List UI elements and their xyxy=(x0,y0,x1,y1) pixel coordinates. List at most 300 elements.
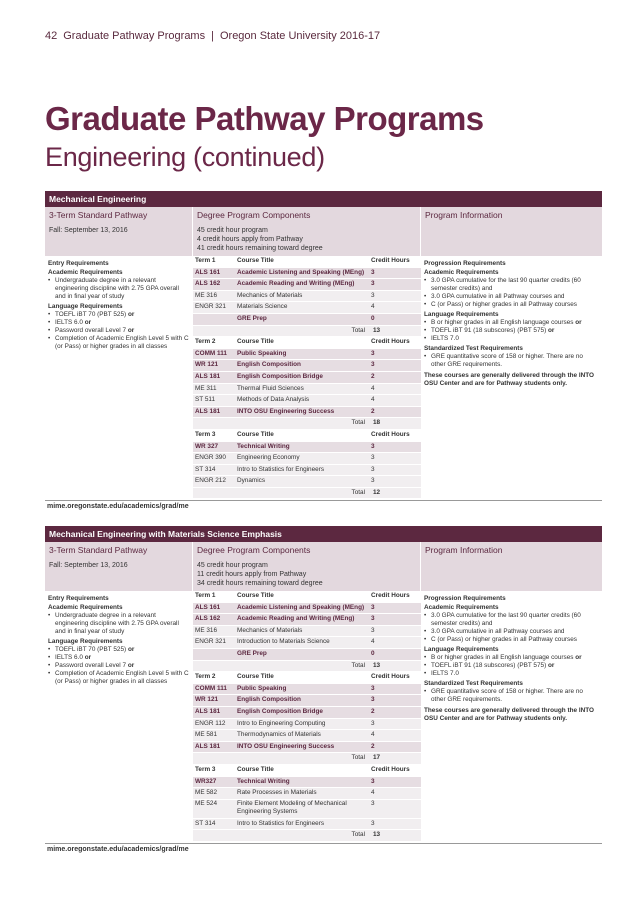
course-row xyxy=(193,360,421,372)
bullet-text: C (or Pass) or higher grades in all Pathway courses xyxy=(431,636,577,643)
bullet-icon: • xyxy=(424,628,427,635)
bullet-text-wrap xyxy=(55,646,134,654)
bullet-icon: • xyxy=(424,670,427,677)
bullet-item xyxy=(424,628,599,636)
bullet-text: IELTS 6.0 xyxy=(55,319,85,326)
pathway-column xyxy=(45,207,193,256)
page-number: 42 xyxy=(45,30,58,42)
bullet-icon: • xyxy=(48,670,51,677)
bullet-item xyxy=(424,335,599,343)
term-label: Term 1 xyxy=(195,257,216,264)
bullet-text: GRE quantitative score of 158 or higher. There are no other GRE requirements. xyxy=(431,353,583,368)
course-credits: 2 xyxy=(371,707,375,715)
course-title: Academic Listening and Speaking (MEng) xyxy=(237,603,365,611)
course-code: ME 582 xyxy=(195,789,218,797)
term-header-row xyxy=(193,765,421,777)
bullet-text-wrap xyxy=(55,335,190,351)
course-credits: 3 xyxy=(371,291,375,299)
course-code: ME 311 xyxy=(195,384,217,392)
course-title: Public Speaking xyxy=(237,684,287,692)
course-code: ALS 162 xyxy=(195,615,221,623)
bullet-item xyxy=(48,654,190,662)
bullet-item xyxy=(424,277,599,293)
bullet-text-wrap xyxy=(431,335,459,343)
degree-component-line: 11 credit hours apply from Pathway xyxy=(197,571,307,578)
bullet-conjunction: or xyxy=(127,662,135,669)
credit-hours-header: Credit Hours xyxy=(371,338,410,346)
pathway-note: These courses are generally delivered through the INTO OSU Center and are for Pathway students only. xyxy=(424,707,594,722)
course-row xyxy=(193,800,421,819)
course-code: ME 524 xyxy=(195,799,218,807)
running-header xyxy=(45,30,380,42)
bullet-text: TOEFL iBT 70 (PBT 525) xyxy=(55,311,128,318)
bullet-text: TOEFL iBT 70 (PBT 525) xyxy=(55,646,128,653)
course-title: Materials Science xyxy=(237,303,288,311)
bullet-icon: • xyxy=(424,335,427,342)
course-title: Intro to Engineering Computing xyxy=(237,719,326,727)
course-credits: 3 xyxy=(371,615,375,623)
bullet-item xyxy=(48,319,190,327)
bullet-icon: • xyxy=(424,319,427,326)
language-requirements-header: Language Requirements xyxy=(48,303,123,310)
credit-hours-header: Credit Hours xyxy=(371,765,410,773)
course-row xyxy=(193,788,421,800)
course-title: Dynamics xyxy=(237,477,266,485)
pathway-start-date: Fall: September 13, 2016 xyxy=(49,227,128,234)
course-credits: 4 xyxy=(371,789,375,797)
bullet-icon: • xyxy=(424,654,427,661)
bullet-item xyxy=(424,301,599,309)
pathway-note: These courses are generally delivered through the INTO OSU Center and are for Pathway students only. xyxy=(424,372,594,387)
bullet-icon: • xyxy=(424,277,427,284)
total-credits: 13 xyxy=(373,831,381,839)
bullet-text: IELTS 7.0 xyxy=(431,335,459,342)
term-label: Term 3 xyxy=(195,430,216,438)
course-row xyxy=(193,372,421,384)
course-credits: 3 xyxy=(371,477,375,485)
bullet-text-wrap xyxy=(431,319,582,327)
course-title: English Composition Bridge xyxy=(237,707,323,715)
pathway-header: 3-Term Standard Pathway xyxy=(49,545,148,555)
pathway-header: 3-Term Standard Pathway xyxy=(49,210,148,220)
bullet-text: C (or Pass) or higher grades in all Pathway courses xyxy=(431,301,577,308)
course-credits: 3 xyxy=(371,603,375,611)
course-title: Methods of Data Analysis xyxy=(237,396,310,404)
course-credits: 3 xyxy=(371,465,375,473)
term-total-row xyxy=(193,661,421,673)
course-title-header: Course Title xyxy=(237,338,274,346)
term-header-row xyxy=(193,591,421,603)
course-title: Intro to Statistics for Engineers xyxy=(237,819,325,827)
bullet-conjunction: or xyxy=(127,646,135,653)
course-title: Introduction to Materials Science xyxy=(237,638,330,646)
program-meta-row xyxy=(45,542,602,591)
bullet-text-wrap xyxy=(431,670,459,678)
course-title-header: Course Title xyxy=(237,765,274,773)
course-title: Intro to Statistics for Engineers xyxy=(237,465,325,473)
course-title: GRE Prep xyxy=(237,314,267,322)
progression-requirements-header: Progression Requirements xyxy=(424,595,506,602)
bullet-text: Undergraduate degree in a relevant engineering discipline with 2.75 GPA overall and in final year of study xyxy=(55,612,179,635)
course-schedule xyxy=(193,256,421,499)
program-url[interactable]: mime.oregonstate.edu/academics/grad/me xyxy=(45,500,602,512)
bullet-icon: • xyxy=(424,293,427,300)
prog-language-header: Language Requirements xyxy=(424,646,499,653)
program-body xyxy=(45,256,602,499)
pathway-start-date: Fall: September 13, 2016 xyxy=(49,562,128,569)
term-header-row xyxy=(193,256,421,268)
course-code xyxy=(193,649,237,660)
bullet-conjunction: or xyxy=(127,327,135,334)
prog-academic-header: Academic Requirements xyxy=(424,604,499,611)
course-title-header: Course Title xyxy=(237,257,274,264)
bullet-item xyxy=(424,353,599,369)
entry-requirements-header: Entry Requirements xyxy=(48,260,109,267)
course-row xyxy=(193,465,421,477)
page-subtitle: Engineering (continued) xyxy=(45,142,325,172)
term-total-row xyxy=(193,830,421,842)
course-row xyxy=(193,603,421,615)
bullet-text: Undergraduate degree in a relevant engineering discipline with 2.75 GPA overall and in final year of study xyxy=(55,277,179,300)
bullet-text: IELTS 6.0 xyxy=(55,654,85,661)
page-title: Graduate Pathway Programs xyxy=(45,100,484,137)
bullet-text-wrap xyxy=(55,670,190,686)
course-credits: 4 xyxy=(371,638,375,646)
degree-component-line: 45 credit hour program xyxy=(197,227,268,234)
bullet-icon: • xyxy=(424,688,427,695)
program-table-mechanical-engineering xyxy=(45,191,602,512)
bullet-item xyxy=(48,311,190,319)
course-title: English Composition xyxy=(237,696,301,704)
course-credits: 3 xyxy=(371,280,375,288)
program-name: Mechanical Engineering with Materials Science Emphasis xyxy=(45,526,602,542)
term-total-row xyxy=(193,326,421,338)
course-code: ST 314 xyxy=(195,465,216,473)
academic-requirements-header: Academic Requirements xyxy=(48,604,123,611)
bullet-item xyxy=(48,277,190,301)
course-code: COMM 111 xyxy=(195,349,227,357)
course-code: ME 316 xyxy=(195,626,218,634)
header-separator: | xyxy=(211,30,214,42)
course-title: Public Speaking xyxy=(237,349,287,357)
course-title-header: Course Title xyxy=(237,430,274,438)
course-code: ST 511 xyxy=(195,396,216,404)
header-section: Graduate Pathway Programs xyxy=(63,30,206,42)
bullet-text: 3.0 GPA cumulative for the last 90 quarter credits (60 semester credits) and xyxy=(431,612,581,627)
bullet-text: TOEFL iBT 91 (18 subscores) (PBT 575) xyxy=(431,327,548,334)
bullet-conjunction: or xyxy=(84,654,92,661)
course-code: ALS 181 xyxy=(195,707,221,715)
course-code: ENGR 112 xyxy=(195,719,226,727)
bullet-item xyxy=(424,670,599,678)
bullet-item xyxy=(48,612,190,636)
term-label: Term 2 xyxy=(195,338,216,346)
course-title: Academic Reading and Writing (MEng) xyxy=(237,280,355,288)
program-url[interactable]: mime.oregonstate.edu/academics/grad/me xyxy=(45,843,602,855)
bullet-text-wrap xyxy=(431,327,554,335)
bullet-text-wrap xyxy=(55,662,134,670)
bullet-text: Completion of Academic English Level 5 with C (or Pass) or higher grades in all classes xyxy=(55,670,189,685)
course-row xyxy=(193,819,421,831)
bullet-item xyxy=(424,293,599,301)
course-schedule xyxy=(193,591,421,842)
course-credits: 2 xyxy=(371,742,375,750)
course-credits: 3 xyxy=(371,361,375,369)
bullet-icon: • xyxy=(48,654,51,661)
course-title: Finite Element Modeling of Mechanical Engineering Systems xyxy=(237,799,347,815)
course-code: ENGR 390 xyxy=(195,454,226,462)
degree-component-line: 41 credit hours remaining toward degree xyxy=(197,245,323,252)
course-title: Academic Listening and Speaking (MEng) xyxy=(237,268,365,276)
bullet-text-wrap xyxy=(431,654,582,662)
course-title: INTO OSU Engineering Success xyxy=(237,742,335,750)
prog-test-header: Standardized Test Requirements xyxy=(424,345,523,352)
course-credits: 3 xyxy=(371,626,375,634)
course-title: GRE Prep xyxy=(237,649,267,657)
course-title: Technical Writing xyxy=(237,777,290,785)
bullet-icon: • xyxy=(424,327,427,334)
course-code: ALS 181 xyxy=(195,372,221,380)
total-credits: 13 xyxy=(373,326,381,334)
course-row xyxy=(193,349,421,361)
course-credits: 2 xyxy=(371,407,375,415)
course-code: ENGR 321 xyxy=(195,638,226,646)
program-table-materials-science xyxy=(45,526,602,855)
course-row xyxy=(193,707,421,719)
total-label: Total xyxy=(351,831,365,839)
term-total-row xyxy=(193,418,421,430)
course-code: WR 121 xyxy=(195,696,219,704)
bullet-item xyxy=(48,335,190,351)
course-row xyxy=(193,637,421,649)
bullet-text-wrap xyxy=(55,311,134,319)
course-credits: 4 xyxy=(371,396,375,404)
course-row xyxy=(193,719,421,731)
course-code: WR 121 xyxy=(195,361,219,369)
course-row xyxy=(193,684,421,696)
term-label: Term 1 xyxy=(195,592,216,599)
course-code xyxy=(193,314,237,325)
course-credits: 0 xyxy=(371,649,375,657)
bullet-conjunction: or xyxy=(547,327,555,334)
total-label: Total xyxy=(351,661,365,669)
course-row xyxy=(193,302,421,314)
prog-language-header: Language Requirements xyxy=(424,311,499,318)
course-code: ALS 161 xyxy=(195,268,221,276)
course-title: Rate Processes in Materials xyxy=(237,789,317,797)
bullet-item xyxy=(48,327,190,335)
course-title: Academic Reading and Writing (MEng) xyxy=(237,615,355,623)
bullet-item xyxy=(424,662,599,670)
bullet-text: GRE quantitative score of 158 or higher. There are no other GRE requirements. xyxy=(431,688,583,703)
entry-requirements-header: Entry Requirements xyxy=(48,595,109,602)
bullet-text: 3.0 GPA cumulative for the last 90 quarter credits (60 semester credits) and xyxy=(431,277,581,292)
degree-components-column xyxy=(193,207,421,256)
bullet-icon: • xyxy=(48,311,51,318)
bullet-item xyxy=(424,688,599,704)
course-row xyxy=(193,476,421,488)
course-code: ST 314 xyxy=(195,819,216,827)
prog-test-header: Standardized Test Requirements xyxy=(424,680,523,687)
term-label: Term 3 xyxy=(195,765,216,773)
course-code: COMM 111 xyxy=(195,684,227,692)
course-title: Technical Writing xyxy=(237,442,290,450)
course-code: ALS 181 xyxy=(195,742,221,750)
term-header-row xyxy=(193,430,421,442)
program-info-column xyxy=(421,542,602,591)
bullet-text: B or higher grades in all English language courses xyxy=(431,319,576,326)
course-row xyxy=(193,614,421,626)
credit-hours-header: Credit Hours xyxy=(371,430,410,438)
degree-component-line: 4 credit hours apply from Pathway xyxy=(197,236,303,243)
course-credits: 3 xyxy=(371,349,375,357)
language-requirements-header: Language Requirements xyxy=(48,638,123,645)
term-header-row xyxy=(193,672,421,684)
bullet-conjunction: or xyxy=(547,662,555,669)
bullet-conjunction: or xyxy=(575,319,582,326)
course-row xyxy=(193,268,421,280)
term-total-row xyxy=(193,753,421,765)
total-label: Total xyxy=(351,419,365,427)
bullet-text: Completion of Academic English Level 5 with C (or Pass) or higher grades in all classes xyxy=(55,335,189,350)
bullet-item xyxy=(424,654,599,662)
progression-requirements xyxy=(421,256,602,499)
bullet-icon: • xyxy=(424,636,427,643)
bullet-item xyxy=(424,319,599,327)
course-credits: 4 xyxy=(371,303,375,311)
course-code: WR 327 xyxy=(195,442,219,450)
academic-requirements-header: Academic Requirements xyxy=(48,269,123,276)
bullet-icon: • xyxy=(48,319,51,326)
bullet-icon: • xyxy=(48,662,51,669)
bullet-text: IELTS 7.0 xyxy=(431,670,459,677)
header-publication: Oregon State University 2016-17 xyxy=(219,30,381,42)
bullet-conjunction: or xyxy=(84,319,92,326)
course-code: ENGR 321 xyxy=(195,303,226,311)
bullet-icon: • xyxy=(48,612,51,619)
bullet-item xyxy=(424,327,599,335)
term-label: Term 2 xyxy=(195,673,216,681)
total-label: Total xyxy=(351,754,365,762)
course-title: Engineering Economy xyxy=(237,454,300,462)
course-credits: 3 xyxy=(371,696,375,704)
degree-components-column xyxy=(193,542,421,591)
degree-component-line: 34 credit hours remaining toward degree xyxy=(197,580,323,587)
bullet-text: Password overall Level 7 xyxy=(55,327,128,334)
course-code: ENGR 212 xyxy=(195,477,226,485)
bullet-icon: • xyxy=(424,301,427,308)
bullet-icon: • xyxy=(424,662,427,669)
bullet-conjunction: or xyxy=(575,654,582,661)
term-header-row xyxy=(193,337,421,349)
course-row xyxy=(193,314,421,326)
course-code: WR327 xyxy=(195,777,217,785)
bullet-item xyxy=(424,612,599,628)
course-code: ME 316 xyxy=(195,291,218,299)
bullet-icon: • xyxy=(48,277,51,284)
bullet-text: TOEFL iBT 91 (18 subscores) (PBT 575) xyxy=(431,662,548,669)
course-code: ALS 181 xyxy=(195,407,221,415)
bullet-text-wrap xyxy=(55,654,91,662)
progression-requirements xyxy=(421,591,602,842)
course-row xyxy=(193,279,421,291)
credit-hours-header: Credit Hours xyxy=(371,257,410,264)
entry-requirements xyxy=(45,591,193,842)
course-credits: 3 xyxy=(371,777,375,785)
total-label: Total xyxy=(351,326,365,334)
course-row xyxy=(193,407,421,419)
course-title: INTO OSU Engineering Success xyxy=(237,407,335,415)
course-row xyxy=(193,695,421,707)
bullet-item xyxy=(424,636,599,644)
pathway-column xyxy=(45,542,193,591)
course-credits: 3 xyxy=(371,719,375,727)
program-info-header: Program Information xyxy=(425,545,503,555)
course-row xyxy=(193,649,421,661)
total-credits: 12 xyxy=(373,488,381,496)
program-name: Mechanical Engineering xyxy=(45,191,602,207)
course-title: Thermodynamics of Materials xyxy=(237,731,321,739)
bullet-text: 3.0 GPA cumulative in all Pathway courses and xyxy=(431,628,565,635)
course-row xyxy=(193,384,421,396)
term-total-row xyxy=(193,488,421,500)
total-label: Total xyxy=(351,488,365,496)
bullet-text: Password overall Level 7 xyxy=(55,662,128,669)
course-title: Mechanics of Materials xyxy=(237,626,303,634)
course-title: English Composition xyxy=(237,361,301,369)
bullet-text-wrap xyxy=(55,319,91,327)
course-credits: 3 xyxy=(371,799,375,807)
bullet-text: B or higher grades in all English language courses xyxy=(431,654,576,661)
progression-requirements-header: Progression Requirements xyxy=(424,260,506,267)
course-code: ME 581 xyxy=(195,731,218,739)
course-row xyxy=(193,442,421,454)
course-title-header: Course Title xyxy=(237,673,274,681)
credit-hours-header: Credit Hours xyxy=(371,592,410,599)
course-row xyxy=(193,742,421,754)
bullet-icon: • xyxy=(48,646,51,653)
program-info-column xyxy=(421,207,602,256)
bullet-item xyxy=(48,662,190,670)
course-credits: 3 xyxy=(371,684,375,692)
degree-components-header: Degree Program Components xyxy=(197,210,311,220)
course-title: Thermal Fluid Sciences xyxy=(237,384,304,392)
course-title: Mechanics of Materials xyxy=(237,291,303,299)
bullet-text-wrap xyxy=(431,662,554,670)
bullet-text-wrap xyxy=(55,327,134,335)
credit-hours-header: Credit Hours xyxy=(371,673,410,681)
program-meta-row xyxy=(45,207,602,256)
bullet-text: 3.0 GPA cumulative in all Pathway courses and xyxy=(431,293,565,300)
bullet-icon: • xyxy=(48,335,51,342)
course-credits: 3 xyxy=(371,442,375,450)
course-row xyxy=(193,395,421,407)
course-credits: 2 xyxy=(371,372,375,380)
total-credits: 13 xyxy=(373,661,381,669)
course-row xyxy=(193,626,421,638)
course-title-header: Course Title xyxy=(237,592,274,599)
entry-requirements xyxy=(45,256,193,499)
total-credits: 17 xyxy=(373,754,381,762)
course-row xyxy=(193,777,421,789)
course-row xyxy=(193,291,421,303)
course-credits: 3 xyxy=(371,454,375,462)
degree-component-line: 45 credit hour program xyxy=(197,562,268,569)
course-title: English Composition Bridge xyxy=(237,372,323,380)
bullet-item xyxy=(48,646,190,654)
bullet-icon: • xyxy=(424,612,427,619)
course-credits: 4 xyxy=(371,731,375,739)
